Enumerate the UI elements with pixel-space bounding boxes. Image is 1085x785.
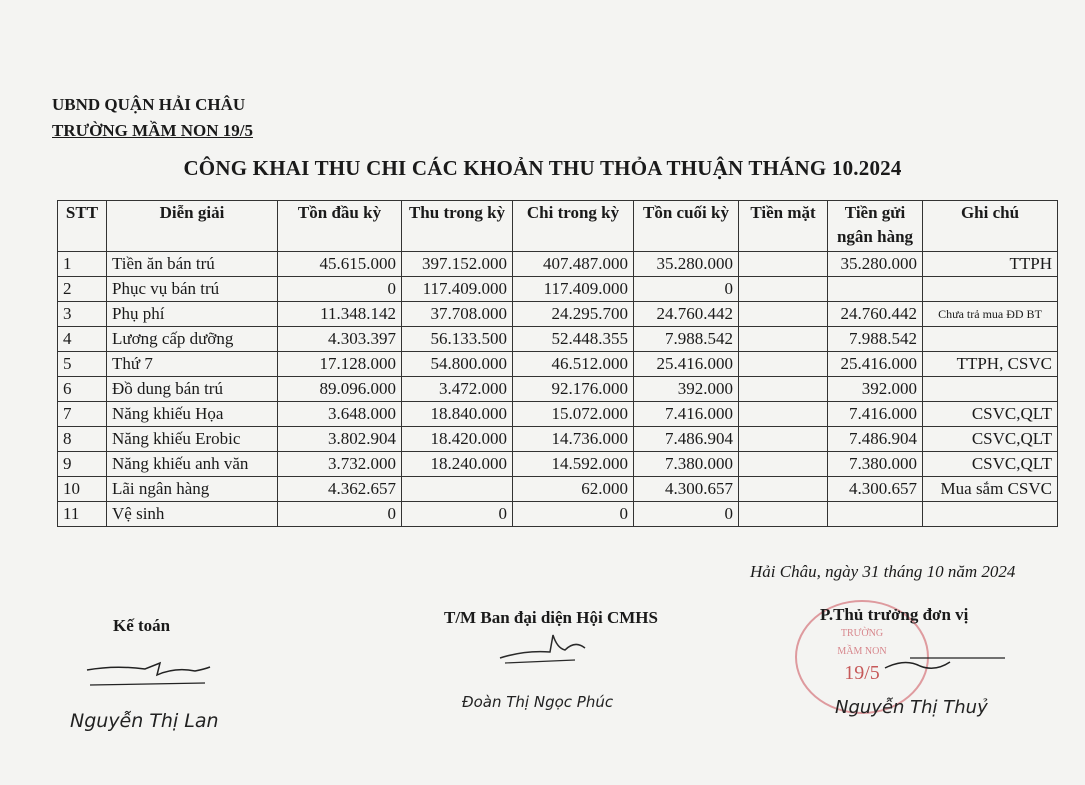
table-cell: 37.708.000 (402, 302, 513, 327)
table-cell: 0 (402, 502, 513, 527)
table-cell (739, 377, 828, 402)
table-cell: Phục vụ bán trú (107, 277, 278, 302)
table-header-row (58, 201, 1058, 252)
table-cell: 3.648.000 (278, 402, 402, 427)
table-cell: Vệ sinh (107, 502, 278, 527)
accountant-name: Nguyễn Thị Lan (70, 710, 219, 732)
col-bank-deposit: Tiền gửi ngân hàng (828, 201, 923, 252)
table-cell: 7.416.000 (828, 402, 923, 427)
table-cell: 0 (634, 277, 739, 302)
table-cell: 7.380.000 (634, 452, 739, 477)
table-cell: 52.448.355 (513, 327, 634, 352)
table-cell: TTPH, CSVC (923, 352, 1058, 377)
col-description: Diễn giải (107, 201, 278, 252)
table-cell (923, 327, 1058, 352)
finance-table (57, 200, 1058, 527)
organization-header (52, 92, 253, 144)
table-cell (739, 427, 828, 452)
table-cell: 25.416.000 (634, 352, 739, 377)
table-cell: Lương cấp dưỡng (107, 327, 278, 352)
parents-rep-name: Đoàn Thị Ngọc Phúc (462, 693, 614, 711)
table-cell: CSVC,QLT (923, 427, 1058, 452)
table-cell: Đồ dung bán trú (107, 377, 278, 402)
table-cell: 3.802.904 (278, 427, 402, 452)
table-cell: 7 (58, 402, 107, 427)
table-cell (923, 277, 1058, 302)
table-cell: 0 (634, 502, 739, 527)
document-title: CÔNG KHAI THU CHI CÁC KHOẢN THU THỎA THUẬN THÁNG 10.2024 (183, 156, 902, 180)
table-cell: 3.732.000 (278, 452, 402, 477)
table-cell: 24.295.700 (513, 302, 634, 327)
table-cell: 11 (58, 502, 107, 527)
table-cell: 9 (58, 452, 107, 477)
table-cell: 18.840.000 (402, 402, 513, 427)
table-cell: 392.000 (634, 377, 739, 402)
table-cell (739, 252, 828, 277)
col-expenses: Chi trong kỳ (513, 201, 634, 252)
table-cell: 5 (58, 352, 107, 377)
table-cell: 397.152.000 (402, 252, 513, 277)
table-cell: 3.472.000 (402, 377, 513, 402)
stamp-line-1: TRƯỜNG (840, 628, 884, 639)
table-row (58, 352, 1058, 377)
table-row (58, 327, 1058, 352)
stamp-line-2: MẦM NON (837, 646, 887, 657)
table-cell: 14.592.000 (513, 452, 634, 477)
table-cell: 62.000 (513, 477, 634, 502)
table-row (58, 452, 1058, 477)
table-cell: CSVC,QLT (923, 452, 1058, 477)
table-cell: 24.760.442 (634, 302, 739, 327)
table-cell (739, 477, 828, 502)
table-cell (402, 477, 513, 502)
col-notes: Ghi chú (923, 201, 1058, 252)
table-cell (739, 502, 828, 527)
table-cell (739, 352, 828, 377)
accountant-signature (85, 655, 215, 695)
table-cell: 35.280.000 (828, 252, 923, 277)
table-cell (739, 302, 828, 327)
table-cell: Lãi ngân hàng (107, 477, 278, 502)
table-cell (739, 327, 828, 352)
table-cell: Phụ phí (107, 302, 278, 327)
table-cell: 92.176.000 (513, 377, 634, 402)
table-cell: 4 (58, 327, 107, 352)
table-cell: 17.128.000 (278, 352, 402, 377)
table-cell: 0 (513, 502, 634, 527)
table-cell: TTPH (923, 252, 1058, 277)
col-stt: STT (58, 201, 107, 252)
col-closing-balance: Tồn cuối kỳ (634, 201, 739, 252)
table-cell: 117.409.000 (402, 277, 513, 302)
principal-signature (880, 650, 1010, 680)
table-cell: 7.380.000 (828, 452, 923, 477)
org-district: UBND QUẬN HẢI CHÂU (52, 95, 246, 114)
col-cash: Tiền mặt (739, 201, 828, 252)
table-row (58, 277, 1058, 302)
table-cell (739, 452, 828, 477)
principal-name: Nguyễn Thị Thuỷ (835, 697, 988, 718)
parents-rep-signature (495, 630, 595, 670)
table-cell: 24.760.442 (828, 302, 923, 327)
accountant-title: Kế toán (113, 616, 171, 635)
table-cell (828, 277, 923, 302)
table-cell: CSVC,QLT (923, 402, 1058, 427)
table-cell: 392.000 (828, 377, 923, 402)
table-row (58, 502, 1058, 527)
table-cell (923, 377, 1058, 402)
table-cell: Mua sắm CSVC (923, 477, 1058, 502)
principal-title: P.Thủ trưởng đơn vị (820, 605, 969, 624)
table-cell: Thứ 7 (107, 352, 278, 377)
table-row (58, 252, 1058, 277)
table-cell: Tiền ăn bán trú (107, 252, 278, 277)
table-cell: 0 (278, 502, 402, 527)
table-cell: 0 (278, 277, 402, 302)
table-cell: 7.486.904 (634, 427, 739, 452)
table-cell: 11.348.142 (278, 302, 402, 327)
org-school: TRƯỜNG MẦM NON 19/5 (52, 121, 253, 140)
table-cell: 15.072.000 (513, 402, 634, 427)
table-row (58, 402, 1058, 427)
table-cell: 46.512.000 (513, 352, 634, 377)
table-cell: 89.096.000 (278, 377, 402, 402)
table-cell: Năng khiếu Họa (107, 402, 278, 427)
table-cell (828, 502, 923, 527)
table-cell: 1 (58, 252, 107, 277)
table-cell (739, 402, 828, 427)
table-cell: 4.303.397 (278, 327, 402, 352)
table-cell: 10 (58, 477, 107, 502)
table-cell: 18.240.000 (402, 452, 513, 477)
col-opening-balance: Tồn đầu kỳ (278, 201, 402, 252)
parents-rep-title: T/M Ban đại diện Hội CMHS (444, 608, 658, 627)
table-cell: 4.300.657 (828, 477, 923, 502)
table-cell: Chưa trả mua ĐD BT (923, 302, 1058, 327)
table-cell: 4.300.657 (634, 477, 739, 502)
table-cell: 4.362.657 (278, 477, 402, 502)
table-cell: 7.988.542 (634, 327, 739, 352)
table-cell: 35.280.000 (634, 252, 739, 277)
table-cell: 54.800.000 (402, 352, 513, 377)
document-date: Hải Châu, ngày 31 tháng 10 năm 2024 (750, 562, 1016, 581)
table-cell: 45.615.000 (278, 252, 402, 277)
table-cell: 56.133.500 (402, 327, 513, 352)
table-cell: 25.416.000 (828, 352, 923, 377)
col-receipts: Thu trong kỳ (402, 201, 513, 252)
table-cell: 117.409.000 (513, 277, 634, 302)
table-cell: 2 (58, 277, 107, 302)
table-cell: 18.420.000 (402, 427, 513, 452)
table-cell: 7.416.000 (634, 402, 739, 427)
table-cell: Năng khiếu anh văn (107, 452, 278, 477)
table-cell (923, 502, 1058, 527)
table-cell: Năng khiếu Erobic (107, 427, 278, 452)
table-cell: 14.736.000 (513, 427, 634, 452)
table-cell: 3 (58, 302, 107, 327)
table-row (58, 302, 1058, 327)
table-cell: 407.487.000 (513, 252, 634, 277)
table-cell: 6 (58, 377, 107, 402)
table-row (58, 377, 1058, 402)
table-cell (739, 277, 828, 302)
table-cell: 7.486.904 (828, 427, 923, 452)
stamp-line-3: 19/5 (844, 662, 880, 684)
table-row (58, 477, 1058, 502)
table-cell: 7.988.542 (828, 327, 923, 352)
table-row (58, 427, 1058, 452)
table-cell: 8 (58, 427, 107, 452)
